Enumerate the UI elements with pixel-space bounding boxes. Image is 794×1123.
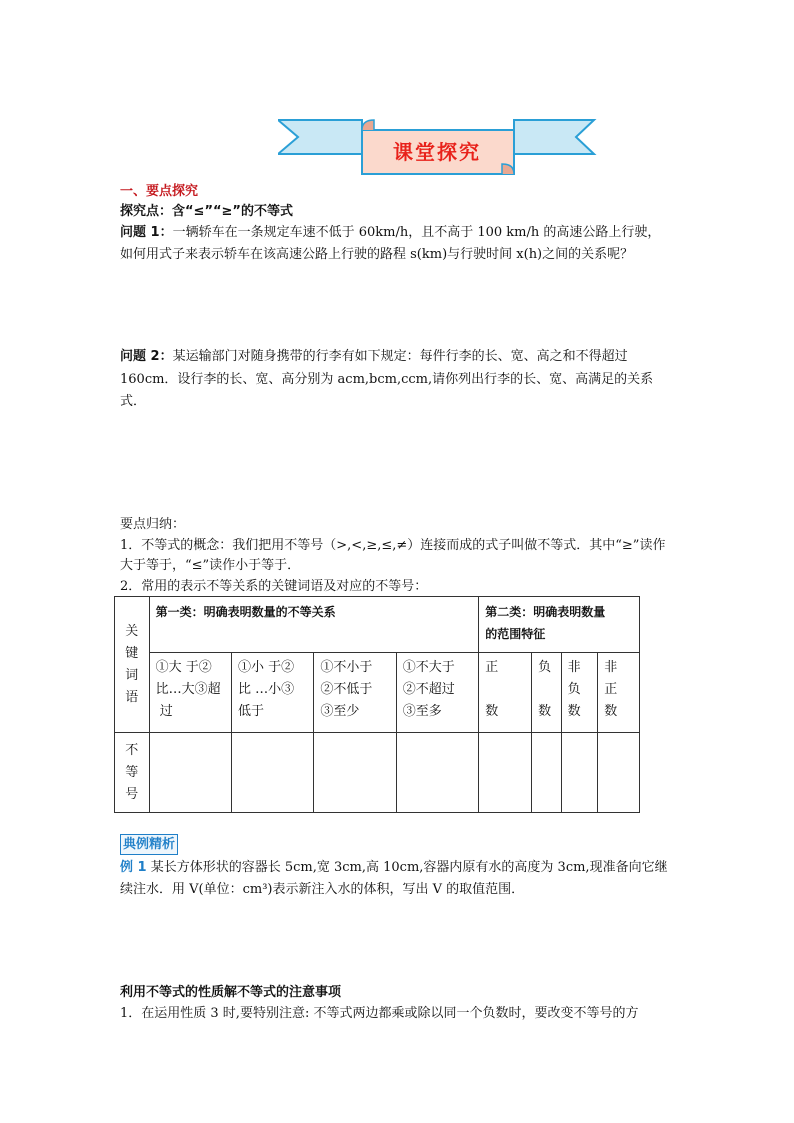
question-2-line3: 式． [120,394,147,409]
example-1-label: 例 1 [120,860,147,875]
range-cell: 正 数 [479,653,532,733]
empty-cell [396,733,478,813]
question-1-label: 问题 1： [120,225,173,240]
range-cell: 非 正 数 [598,653,640,733]
example-1 [120,858,668,878]
keyword-cell: ①小 于② 比 …小③ 低于 [231,653,313,733]
category-2-header: 第二类：明确表明数量 的范围特征 [479,597,640,653]
empty-cell [479,733,532,813]
explore-point-text: 含“≤”“≥”的不等式 [172,204,293,219]
empty-cell [149,733,231,813]
range-cell: 负 数 [532,653,562,733]
example-tag: 典例精析 [120,834,178,855]
question-1-line1: 一辆轿车在一条规定车速不低于 60km/h，且不高于 100 km/h 的高速公路上行驶， [172,225,661,240]
explore-point [120,202,293,222]
row-label-symbols: 不 等 号 [115,733,150,813]
summary-item1-line2: 大于等于，“≤”读作小于等于． [120,558,301,573]
summary-item2: 2．常用的表示不等关系的关键词语及对应的不等号： [120,579,428,594]
question-1-line2: 如何用式子来表示轿车在该高速公路上行驶的路程 s(km)与行驶时间 x(h)之间的关系呢？ [120,247,634,262]
empty-cell [561,733,598,813]
row-label-keywords: 关 键 词 语 [115,597,150,733]
keyword-cell: ①大 于② 比…大③超 过 [149,653,231,733]
empty-cell [598,733,640,813]
example-1-line1: 某长方体形状的容器长 5cm,宽 3cm,高 10cm,容器内原有水的高度为 3cm,现准备向它继 [150,860,668,875]
question-2 [120,347,628,367]
notes-heading: 利用不等式的性质解不等式的注意事项 [120,985,342,1000]
example-1-line2: 续注水．用 V(单位：cm³)表示新注入水的体积，写出 V 的取值范围． [120,882,525,897]
banner-title: 课堂探究 [393,140,481,164]
summary-item1-line1: 1．不等式的概念：我们把用不等号（>,<,≥,≤,≠）连接而成的式子叫做不等式．其中“≥”读作 [120,538,666,553]
question-1 [120,223,660,243]
question-2-label: 问题 2： [120,349,173,364]
summary-heading: 要点归纳： [120,517,186,532]
keyword-table [114,596,640,813]
empty-cell [231,733,313,813]
empty-cell [314,733,396,813]
section-heading: 一、要点探究 [120,184,199,199]
keyword-cell: ①不大于 ②不超过 ③至多 [396,653,478,733]
question-2-line2: 160cm．设行李的长、宽、高分别为 acm,bcm,ccm,请你列出行李的长、宽、高满足的关系 [120,372,654,387]
keyword-cell: ①不小于 ②不低于 ③至少 [314,653,396,733]
category-1-header: 第一类：明确表明数量的不等关系 [149,597,479,653]
notes-line1: 1．在运用性质 3 时,要特别注意: 不等式两边都乘或除以同一个负数时，要改变不等号的方 [120,1006,639,1021]
empty-cell [532,733,562,813]
explore-point-label: 探究点： [120,204,173,219]
question-2-line1: 某运输部门对随身携带的行李有如下规定：每件行李的长、宽、高之和不得超过 [172,349,628,364]
range-cell: 非 负 数 [561,653,598,733]
